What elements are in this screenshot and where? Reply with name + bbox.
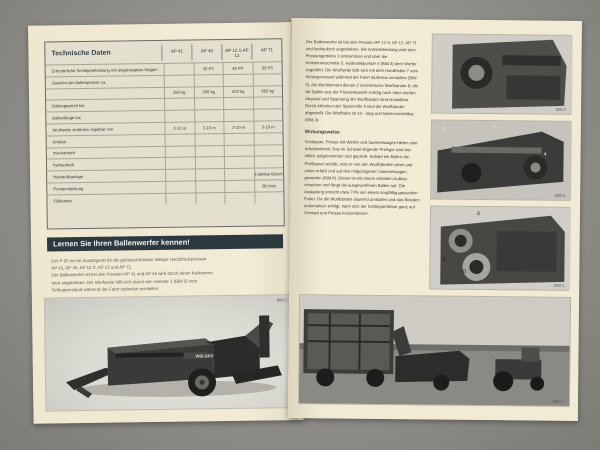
table-cell: 350 kg <box>164 87 194 98</box>
table-cell: 60 PS <box>252 62 282 73</box>
intro-line: Der Ballenwerfer ist bei den Pressen AP 41 und AP 45 wird durch einen Keilriemen- <box>51 270 214 278</box>
row-label: Pumpenleistung <box>53 185 84 192</box>
table-cell: 38 l/min <box>254 180 284 191</box>
table-cell: 850 kg <box>252 86 282 97</box>
intro-line: trieb angetrieben. Die Wurfweite läßt sich durch den Variator 1 (Bild 5) vom <box>51 278 198 286</box>
table-cell: 40 PS <box>223 63 253 74</box>
right-text-column <box>304 38 422 217</box>
table-row <box>47 191 283 206</box>
row-label: Ballengewicht bis <box>52 103 85 109</box>
baler-photo <box>44 294 296 411</box>
field-photo <box>298 294 571 407</box>
table-cell <box>224 145 254 156</box>
paragraph: Schlepper, Presse mit Werfer und Sammelwagen bilden eine Arbeitseinheit. Das im Schwad liegende Preßgut wird wie üblich aufgenommen und gepreßt. Sobald ein Ballen die Preßkanal verläßt, wird er von den Wurfbändern oben und unten erfaßt und auf den mitgezogenen Sammelwagen geworfen (Bild 6). Dieser ist mit einem erhöhten Aufbau versehen und fängt die ausgeworfenen Ballen auf. Die Ausladung erreicht etwa 70% von einem sorgfältig gepackten Fuder. Da die Wurfbänder dauernd umlaufen und das Beladen automatisch erfolgt, kann sich der Schlepperführer ganz auf Schwad und Presse konzentrieren. <box>303 139 420 216</box>
part-label: 10 <box>460 268 466 275</box>
row-label <box>46 93 164 95</box>
baler-illustration <box>45 295 295 410</box>
table-cell <box>165 158 195 169</box>
part-label: 8 <box>476 210 480 217</box>
spec-table-body <box>46 61 284 206</box>
row-label: Gewicht der Ballenpresse ca. <box>51 79 107 86</box>
photo-caption: Bild 3 <box>555 192 566 198</box>
intro-line: Der P 20 ist ein Zusatzgerät für die gebräuchlichsten Welger Hochdruckpressen <box>51 256 207 264</box>
detail-photo-illustration <box>431 120 572 199</box>
intro-text <box>51 254 281 293</box>
table-cell <box>224 133 254 144</box>
spec-table-column-headers <box>161 43 281 61</box>
part-label: 7 <box>491 125 495 132</box>
table-cell <box>253 145 283 156</box>
table-cell <box>165 170 195 181</box>
photo-caption: Bild 1 <box>276 297 287 303</box>
table-cell: Fabrikat Bosch <box>254 168 284 179</box>
table-cell <box>254 192 284 203</box>
section-heading-bar <box>47 234 283 251</box>
row-label: Antrieb <box>52 138 66 145</box>
table-cell <box>224 157 254 168</box>
machine-brand-label: WELGER <box>195 353 214 359</box>
table-cell <box>194 110 224 121</box>
part-label: 4 <box>543 151 547 158</box>
section-heading: Lernen Sie Ihren Ballenwerfer kennen! <box>53 237 190 249</box>
table-cell <box>165 193 195 204</box>
row-label: Ballenlänge bis <box>52 115 81 121</box>
field-photo-illustration <box>299 295 570 406</box>
photo-caption: Bild 6 <box>552 398 564 404</box>
row-label: mechanisch <box>52 150 76 156</box>
part-label: 3 <box>441 126 445 133</box>
row-label: Hydraulikanlage <box>53 174 84 180</box>
table-cell <box>164 75 194 86</box>
part-label: 9 <box>442 256 446 263</box>
table-cell <box>223 110 253 121</box>
table-cell <box>224 169 254 180</box>
paragraph: Der Ballenwerfer ist bei den Pressen AP 12 S, AP 12, AP 71 und hydraulisch angetrieben. Die Antriebsleistung wird dem Pressengetriebe 3 entnommen und über die Keilriemenscheibe 5, Hydraulikpumpe 4 (Bild 3) dem Werfer zugeführt. Die Wurfweite läßt sich mit dem Handhebel 7 vom Schlepperstand während der Fahrt stufenlos verstellen (Bild 3). Als Wurfelement dienen 2 exzentrische Wurfbänder 8, die die Ballen aus der Pressenkanzel schräg nach oben werfen. Abstand und Spannung der Wurfbänder sind einstellbar. Durch Abheben der Spannrolle 9 sind die Wurfbänder abgestellt. Die Wurfbahn ist 10 - lang und höhenverstellbar (Bild 4). <box>304 39 419 123</box>
detail-photo <box>431 33 572 114</box>
right-page <box>288 18 582 421</box>
table-cell <box>223 74 253 85</box>
column-header: AP 71 <box>251 43 281 59</box>
table-cell <box>164 111 194 122</box>
subheading: Wirkungsweise <box>304 130 340 136</box>
table-cell <box>165 146 195 157</box>
table-cell <box>194 134 224 145</box>
table-cell <box>195 169 225 180</box>
table-cell: 30 PS <box>193 63 223 74</box>
table-cell <box>252 74 282 85</box>
table-cell <box>164 99 194 110</box>
table-cell <box>253 98 283 109</box>
row-label: Erforderliche Schlepperleistung mit angehängtem Wagen <box>51 66 158 74</box>
table-cell <box>165 181 195 192</box>
spec-table <box>44 38 285 229</box>
column-header: AP 45 <box>191 44 221 60</box>
detail-photo-illustration <box>432 34 573 113</box>
table-cell <box>224 181 254 192</box>
row-label: hydraulisch <box>52 162 75 168</box>
table-cell <box>164 63 194 74</box>
table-cell: 430 kg <box>223 86 253 97</box>
row-label: Fülltempo <box>53 197 72 204</box>
row-label: Wurfweite stufenlos regelbar von <box>52 126 114 133</box>
table-cell <box>253 109 283 120</box>
photo-caption: Bild 4 <box>554 282 565 288</box>
detail-photo-illustration <box>430 206 571 289</box>
left-page <box>28 22 304 424</box>
detail-photo-stack <box>429 33 572 296</box>
spec-table-title: Technische Daten <box>51 49 111 58</box>
table-cell <box>195 181 225 192</box>
table-cell <box>253 133 283 144</box>
table-cell <box>223 98 253 109</box>
table-cell: 350 kg <box>193 87 223 98</box>
table-cell <box>224 192 254 203</box>
table-cell <box>194 98 224 109</box>
table-cell <box>165 134 195 145</box>
intro-line: AP 41, AP 45, AP 12 S, AP 12 und AP 71. <box>51 264 133 271</box>
detail-photo <box>430 119 571 200</box>
table-cell <box>194 157 224 168</box>
photo-caption: Bild 2 <box>556 106 567 112</box>
table-cell <box>253 157 283 168</box>
table-cell <box>194 146 224 157</box>
table-cell: 3-10 m <box>194 122 224 133</box>
intro-line: Schlepperstand während der Fahrt stufenlos verstellen <box>51 285 159 293</box>
column-header: AP 41 <box>161 44 191 60</box>
table-cell: 3-10 m <box>223 122 253 133</box>
detail-photo <box>429 205 570 290</box>
table-cell <box>193 75 223 86</box>
table-cell <box>195 193 225 204</box>
column-header: AP 12 S AP 12 <box>221 44 251 60</box>
table-cell: 3-10 m <box>164 122 194 133</box>
table-cell: 3-10 m <box>253 121 283 132</box>
